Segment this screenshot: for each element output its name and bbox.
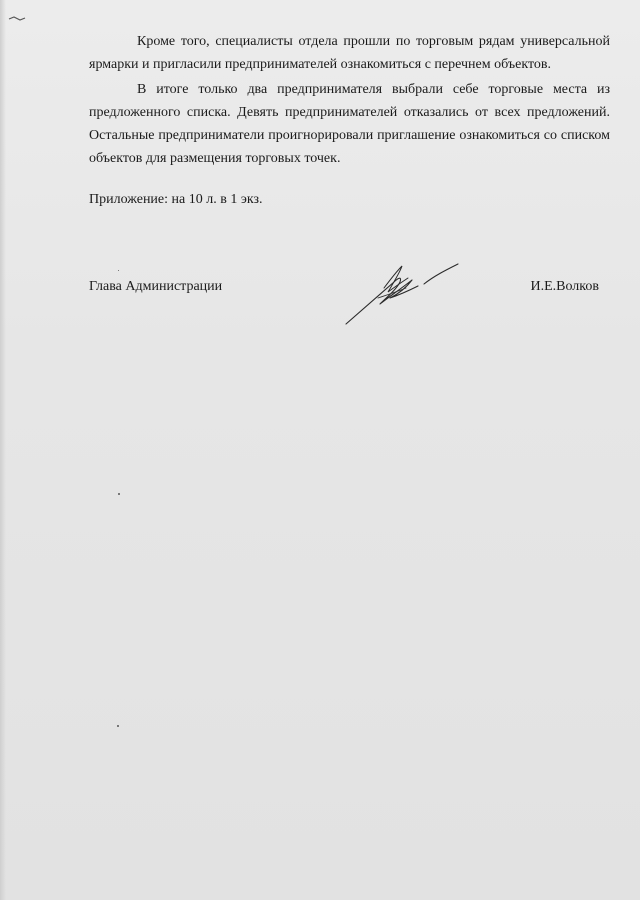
letter-paragraph-1 [89,30,610,76]
paragraph-text: В итоге только два предпринимателя выбрали себе торговые места из предложенного списка. Девять предпринимателей отказались от всех предложений. Остальные предприниматели проигнорировали приглашение ознакомиться со списком объектов для размещения торговых точек. [89,82,610,166]
paragraph-text: Кроме того, специалисты отдела прошли по торговым рядам универсальной ярмарки и пригласили предпринимателей ознакомиться с перечнем объектов. [89,34,610,72]
page-shadow-edge [0,0,6,900]
scan-speck [117,725,119,727]
signatory-name: И.Е.Волков [530,279,599,294]
signatory-title: Глава Администрации [89,279,223,294]
handwritten-signature [340,258,466,328]
scan-speck [118,493,120,495]
staple-mark [8,14,26,24]
scan-speck [118,270,119,271]
letter-paragraph-2 [89,78,610,170]
attachment-note: Приложение: на 10 л. в 1 экз. [89,192,263,207]
